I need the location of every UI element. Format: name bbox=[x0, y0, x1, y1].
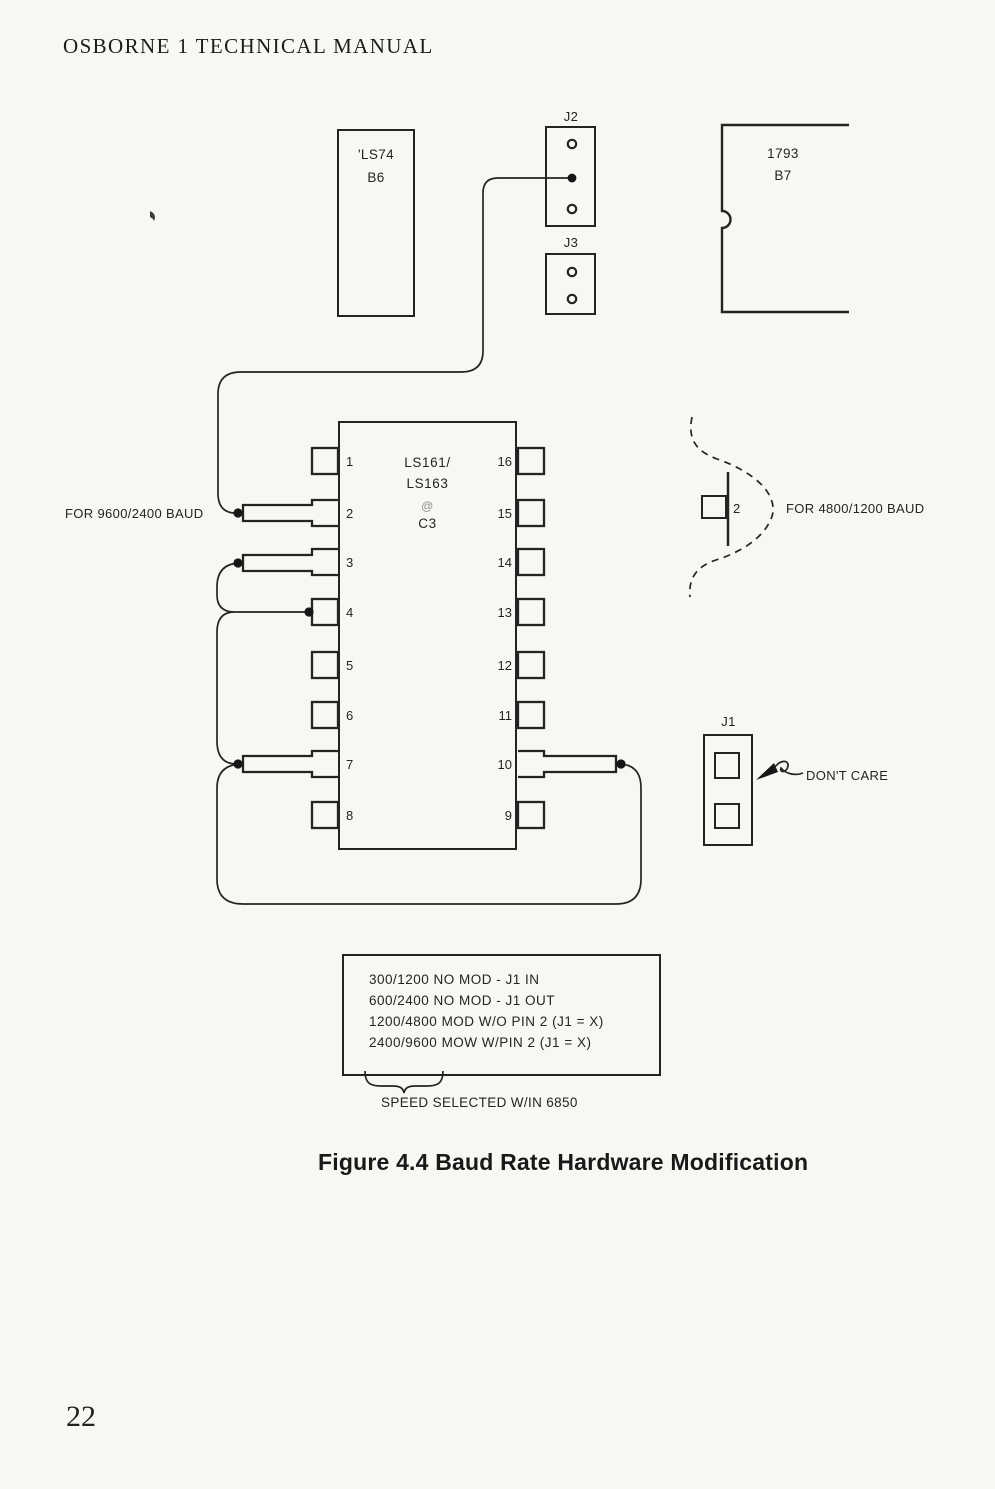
ls74-ref-label: B6 bbox=[367, 170, 385, 185]
detail-pin-number: 2 bbox=[733, 501, 741, 516]
pin-number-4: 4 bbox=[346, 605, 354, 620]
main-ic-ref: C3 bbox=[418, 516, 437, 531]
j1-pin-bottom-box bbox=[714, 803, 740, 829]
pin15-box bbox=[518, 500, 544, 526]
pin2-dot bbox=[233, 508, 242, 517]
mod-line-4: 2400/9600 MOW W/PIN 2 (J1 = X) bbox=[369, 1035, 592, 1050]
pin14-box bbox=[518, 549, 544, 575]
pin-number-3: 3 bbox=[346, 555, 354, 570]
pin-number-9: 9 bbox=[504, 808, 512, 823]
pin1-box bbox=[312, 448, 338, 474]
pin-number-10: 10 bbox=[497, 757, 512, 772]
main-ic-part2: LS163 bbox=[406, 476, 449, 491]
fdc-part-label: 1793 bbox=[767, 146, 799, 161]
ls74-chip-box bbox=[337, 129, 415, 317]
right-baud-label: FOR 4800/1200 BAUD bbox=[786, 501, 925, 516]
pin-number-5: 5 bbox=[346, 658, 354, 673]
pin8-box bbox=[312, 802, 338, 828]
dont-care-arrowhead-icon bbox=[756, 763, 778, 780]
pin7-jumper bbox=[243, 751, 338, 777]
pin-number-12: 12 bbox=[497, 658, 512, 673]
pin-number-14: 14 bbox=[497, 555, 512, 570]
pin4-box bbox=[312, 599, 338, 625]
j1-label: J1 bbox=[721, 714, 736, 729]
pin10-dot bbox=[616, 759, 625, 768]
pin-number-16: 16 bbox=[497, 454, 512, 469]
page-header: OSBORNE 1 TECHNICAL MANUAL bbox=[63, 34, 434, 58]
pin3-jumper bbox=[243, 549, 338, 575]
pin-number-13: 13 bbox=[497, 605, 512, 620]
pin-number-15: 15 bbox=[497, 506, 512, 521]
j1-connector-box bbox=[703, 734, 753, 846]
wire-pin3-to-pin7 bbox=[217, 612, 239, 764]
page-number: 22 bbox=[66, 1400, 96, 1433]
brace-note-label: SPEED SELECTED W/IN 6850 bbox=[381, 1095, 578, 1110]
dont-care-arrow-squiggle bbox=[774, 761, 803, 774]
figure-caption: Figure 4.4 Baud Rate Hardware Modification bbox=[318, 1149, 809, 1175]
pin-number-8: 8 bbox=[346, 808, 354, 823]
j3-label: J3 bbox=[563, 235, 579, 250]
j3-connector-box bbox=[545, 253, 596, 315]
mod-line-2: 600/2400 NO MOD - J1 OUT bbox=[369, 993, 556, 1008]
pin-number-11: 11 bbox=[498, 708, 512, 723]
scan-artifact bbox=[150, 211, 155, 221]
pin-number-1: 1 bbox=[346, 454, 354, 469]
mod-table-box bbox=[342, 954, 661, 1076]
main-ic-box bbox=[338, 421, 517, 850]
pin7-dot bbox=[233, 759, 242, 768]
pin9-box bbox=[518, 802, 544, 828]
pin-number-7: 7 bbox=[346, 757, 354, 772]
mod-line-1: 300/1200 NO MOD - J1 IN bbox=[369, 972, 540, 987]
fdc-ref-label: B7 bbox=[774, 168, 792, 183]
j2-connector-box bbox=[545, 126, 596, 227]
pin2-jumper bbox=[243, 500, 338, 526]
pin11-box bbox=[518, 702, 544, 728]
pin6-box bbox=[312, 702, 338, 728]
j2-label: J2 bbox=[563, 109, 579, 124]
main-ic-at: @ bbox=[421, 499, 434, 513]
main-ic-part1: LS161/ bbox=[404, 455, 451, 470]
pin4-dot bbox=[304, 607, 313, 616]
mod-line-3: 1200/4800 MOD W/O PIN 2 (J1 = X) bbox=[369, 1014, 604, 1029]
j1-pin-top-box bbox=[714, 752, 740, 779]
left-baud-label: FOR 9600/2400 BAUD bbox=[65, 506, 204, 521]
right-pin-boxes bbox=[518, 448, 544, 828]
main-ic-text bbox=[340, 452, 515, 532]
ls74-part-label: 'LS74 bbox=[357, 147, 395, 162]
pin13-box bbox=[518, 599, 544, 625]
pin3-dot bbox=[233, 558, 242, 567]
left-pin-boxes bbox=[312, 448, 338, 828]
pin12-box bbox=[518, 652, 544, 678]
pin10-jumper bbox=[518, 751, 616, 777]
pin-number-2: 2 bbox=[346, 506, 354, 521]
detail-pin-box bbox=[701, 495, 727, 519]
pin16-box bbox=[518, 448, 544, 474]
fdc-chip-text bbox=[733, 146, 833, 183]
dont-care-label: DON'T CARE bbox=[806, 768, 889, 783]
pin-number-6: 6 bbox=[346, 708, 354, 723]
pin5-box bbox=[312, 652, 338, 678]
